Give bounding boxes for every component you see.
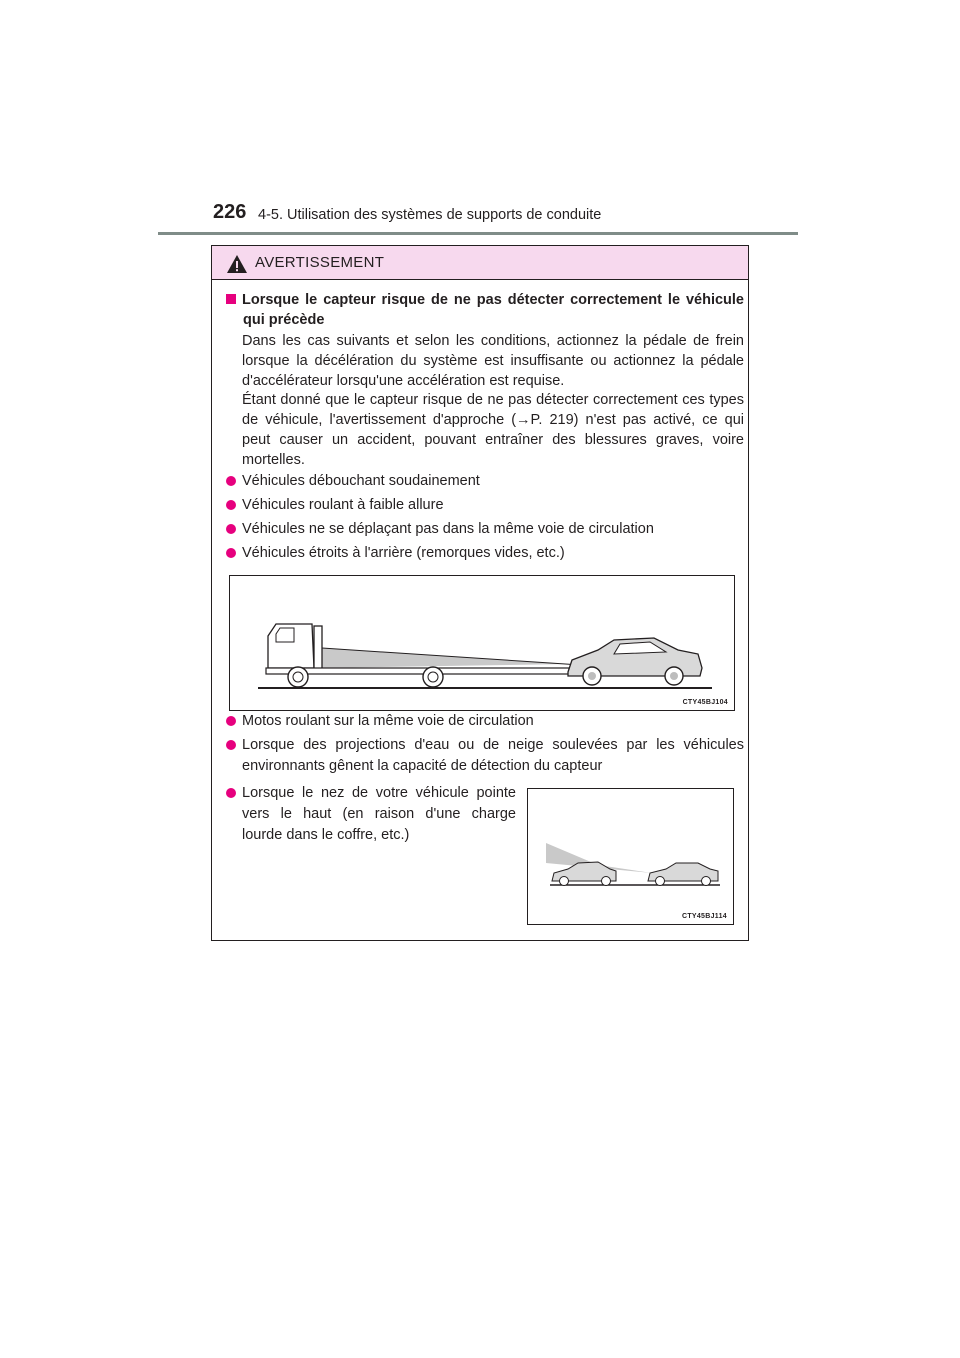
figure-code: CTY45BJ114 <box>681 913 727 920</box>
warning-heading: Lorsque le capteur risque de ne pas détecter correctement le véhicule qui précède <box>226 290 744 330</box>
page-number: 226 <box>213 201 247 223</box>
section-title: 4-5. Utilisation des systèmes de supports de conduite <box>258 207 602 223</box>
list-item: Véhicules ne se déplaçant pas dans la même voie de circulation <box>226 519 744 540</box>
bullet-dot-icon <box>226 716 236 726</box>
list-item: Motos roulant sur la même voie de circulation <box>226 711 744 732</box>
list-item: Lorsque le nez de votre véhicule pointe vers le haut (en raison d'une charge lourde dans le coffre, etc.) <box>226 783 516 846</box>
list-item: Véhicules étroits à l'arrière (remorques vides, etc.) <box>226 543 744 564</box>
bullet-dot-icon <box>226 500 236 510</box>
warning-paragraph-2: Étant donné que le capteur risque de ne pas détecter correctement ces types de véhicule, l'avertissement d'approche (→P. 219) n'est pas activé, ce qui peut causer un accident, pouvant entraîner des blessures graves, voire mortelles. <box>242 392 744 468</box>
warning-box <box>211 245 749 941</box>
truck-sensor-illustration <box>230 576 734 710</box>
header-rule <box>158 232 798 235</box>
bullet-dot-icon <box>226 788 236 798</box>
warning-paragraph-1: Dans les cas suivants et selon les conditions, actionnez la pédale de frein lorsque la décélération du système est insuffisante ou actionnez la pédale d'accélérateur lorsqu'une accélération est requise. <box>242 333 744 389</box>
figure-code: CTY45BJ104 <box>682 699 728 706</box>
warning-header <box>212 246 748 280</box>
list-item: Véhicules roulant à faible allure <box>226 495 744 516</box>
warning-triangle-icon <box>226 254 248 274</box>
figure-nose-up <box>527 788 734 925</box>
nose-up-sensor-illustration <box>528 789 733 924</box>
square-bullet-icon <box>226 294 236 304</box>
figure-truck-car <box>229 575 735 711</box>
bullet-dot-icon <box>226 524 236 534</box>
bullet-dot-icon <box>226 476 236 486</box>
list-item: Lorsque des projections d'eau ou de neige soulevées par les véhicules environnants gênent la capacité de détection du capteur <box>226 735 744 777</box>
warning-title: AVERTISSEMENT <box>255 254 385 271</box>
bullet-dot-icon <box>226 740 236 750</box>
bullet-dot-icon <box>226 548 236 558</box>
list-item: Véhicules débouchant soudainement <box>226 471 744 492</box>
